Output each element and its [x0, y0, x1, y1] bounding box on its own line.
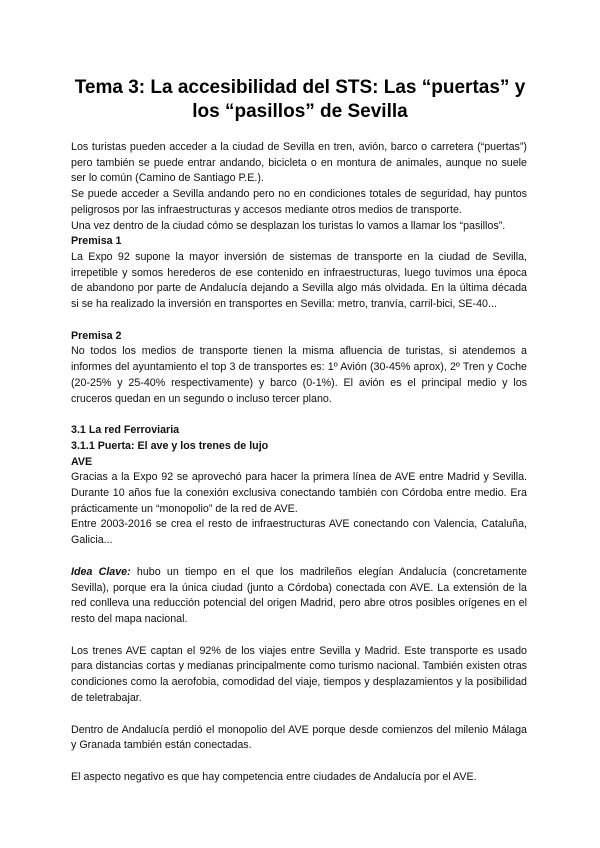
ave-paragraph: Entre 2003-2016 se crea el resto de infraestructuras AVE conectando con Valencia, Cataluña, Galicia... — [71, 518, 527, 547]
premisa2-heading: Premisa 2 — [71, 329, 122, 342]
intro-paragraph: Los turistas pueden acceder a la ciudad de Sevilla en tren, avión, barco o carretera (“puertas”) pero también se puede entrar andando, bicicleta o en montura de animales, aunque no suele ser lo común (Camino de Santiago P.E.). — [71, 141, 527, 185]
document-body — [71, 140, 527, 786]
idea-clave-paragraph — [71, 565, 527, 628]
ave-paragraph: Los trenes AVE captan el 92% de los viajes entre Sevilla y Madrid. Este transporte es usado para distancias cortas y medianas principalmente como turismo nacional. También existen otras condiciones como la aerofobia, comodidad del viaje, tiempos y desplazamientos y la posibilidad de teletrabajar. — [71, 644, 527, 704]
idea-clave-text: hubo un tiempo en el que los madrileños elegían Andalucía (concretamente Sevilla), porque era la única ciudad (junto a Córdoba) conectada con AVE. La extensión de la red conlleva una reducción potencial del origen Madrid, pero abre otros posibles orígenes en el resto del mapa nacional. — [71, 565, 528, 625]
intro-paragraph: Una vez dentro de la ciudad cómo se desplazan los turistas lo vamos a llamar los “pasillos”. — [71, 219, 506, 232]
premisa1-heading: Premisa 1 — [71, 235, 122, 248]
premisa2-text: No todos los medios de transporte tienen la misma afluencia de turistas, si atendemos a informes del ayuntamiento el top 3 de transportes es: 1º Avión (30-45% aprox), 2º Tren y Coche (20-25% y 25-40% respectivamente) y barco (0-1%). El avión es el principal medio y los cruceros quedan en un segundo o incluso tercer plano. — [71, 345, 527, 405]
subsection-heading: 3.1.1 Puerta: El ave y los trenes de lujo — [71, 439, 269, 452]
ave-paragraph: El aspecto negativo es que hay competencia entre ciudades de Andalucía por el AVE. — [71, 770, 477, 783]
ave-label: AVE — [71, 455, 93, 468]
premisa1-text: La Expo 92 supone la mayor inversión de sistemas de transporte en la ciudad de Sevilla, irrepetible y somos herederos de ese contenido en infraestructuras, luego tuvimos una época de abandono por parte de Andalucía dejando a Sevilla algo más olvidada. En la última década si se ha realizado la inversión en transportes en Sevilla: metro, tranvía, carril-bici, SE-40... — [71, 250, 527, 311]
ave-paragraph: Dentro de Andalucía perdió el monopolio del AVE porque desde comienzos del milenio Málaga y Granada también están conectadas. — [71, 723, 527, 752]
intro-paragraph: Se puede acceder a Sevilla andando pero no en condiciones totales de seguridad, hay puntos peligrosos por las infraestructuras y accesos mediante otros medios de transporte. — [71, 188, 527, 216]
page-title: Tema 3: La accesibilidad del STS: Las “puertas” y los “pasillos” de Sevilla — [74, 77, 526, 122]
section-heading: 3.1 La red Ferroviaria — [71, 424, 180, 437]
ave-paragraph: Gracias a la Expo 92 se aprovechó para hacer la primera línea de AVE entre Madrid y Sevilla. Durante 10 años fue la conexión exclusiva conectando también con Córdoba entre medio. Era prácticamente un “monopolio” de la red de AVE. — [71, 471, 527, 515]
idea-clave-label: Idea Clave: — [71, 565, 131, 578]
